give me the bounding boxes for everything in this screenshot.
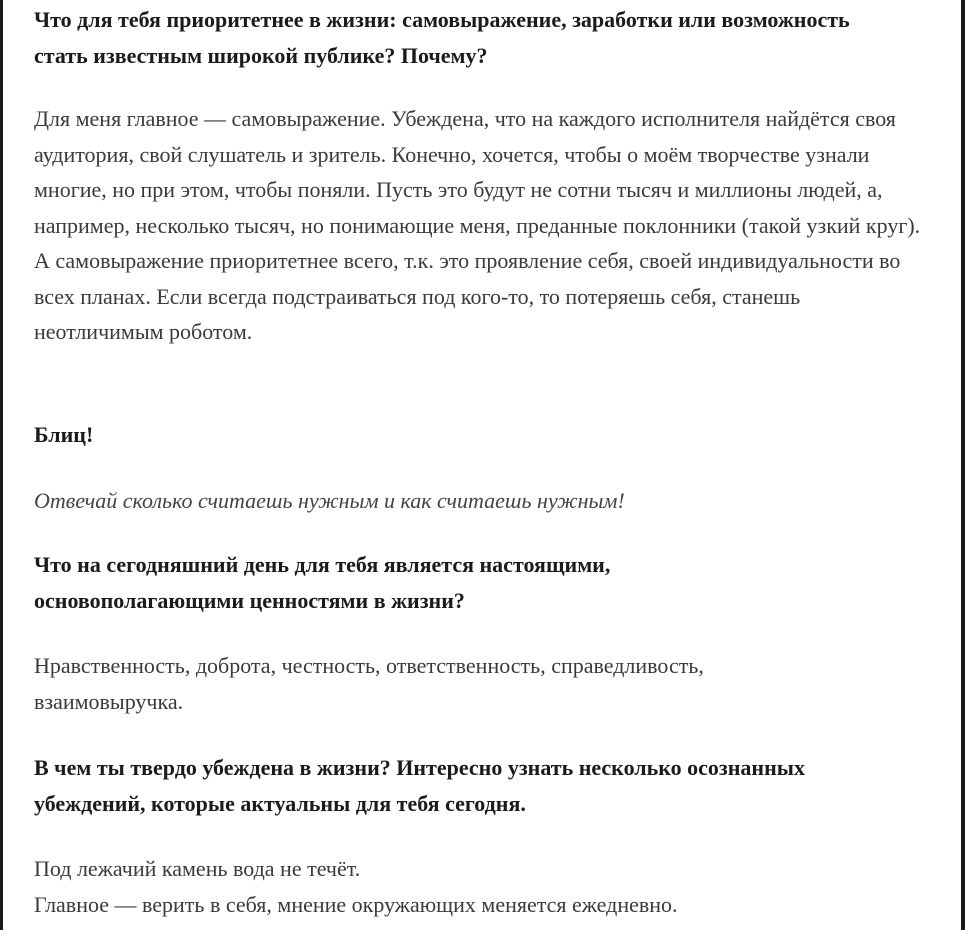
answer-beliefs-line-2: Главное — верить в себя, мнение окружающих меняется ежедневно. [34, 891, 678, 917]
answer-priorities: Для меня главное — самовыражение. Убеждена, что на каждого исполнителя найдётся своя аудитория, свой слушатель и зритель. Конечно, хочется, чтобы о моём творчестве узнали многие, но при этом, чтобы поняли. Пусть это будут не сотни тысяч и миллионы людей, а, например, несколько тысяч, но понимающие меня, преданные поклонники (такой узкий круг). А самовыражение приоритетнее всего, т.к. это проявление себя, своей индивидуальности во всех планах. Если всегда подстраиваться под кого-то, то потеряешь себя, станешь неотличимым роботом. [34, 106, 921, 344]
answer-beliefs [34, 851, 678, 922]
answer-beliefs-line-1: Под лежачий камень вода не течёт. [34, 856, 361, 881]
blitz-intro: Отвечай сколько считаешь нужным и как считаешь нужным! [34, 488, 625, 513]
blitz-heading: Блиц! [34, 422, 94, 447]
question-beliefs: В чем ты твердо убеждена в жизни? Интересно узнать несколько осознанных убеждений, которые актуальны для тебя сегодня. [34, 755, 805, 816]
left-frame-border [0, 0, 3, 930]
question-priorities: Что для тебя приоритетнее в жизни: самовыражение, заработки или возможность стать известным широкой публике? Почему? [34, 7, 850, 68]
answer-values: Нравственность, доброта, честность, ответственность, справедливость, взаимовыручка. [34, 653, 704, 714]
question-values: Что на сегодняшний день для тебя является настоящими, основополагающими ценностями в жизни? [34, 552, 611, 613]
right-frame-border [961, 0, 965, 930]
